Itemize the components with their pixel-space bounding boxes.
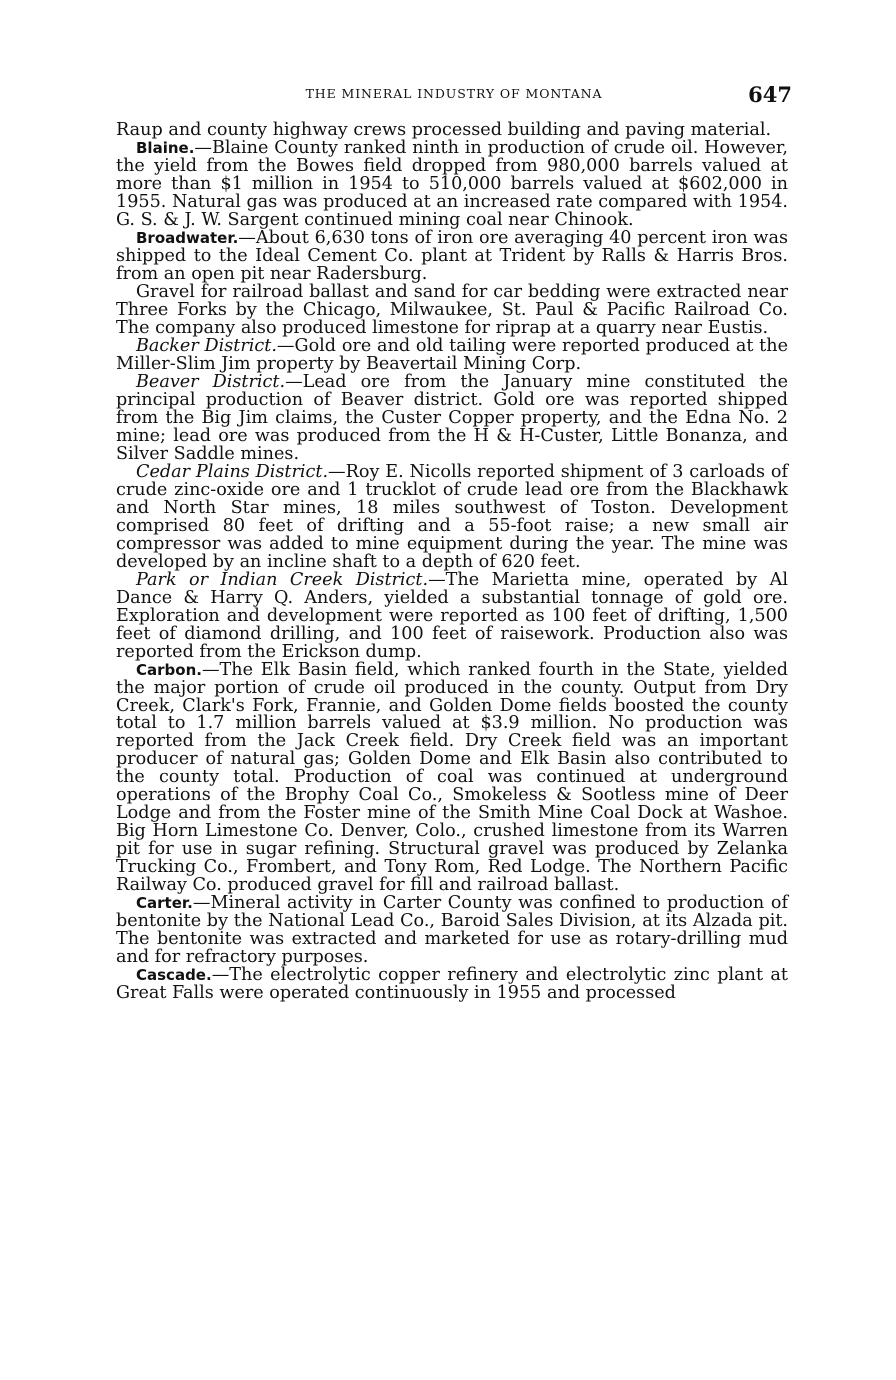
- county-heading: Broadwater.: [136, 228, 239, 247]
- paragraph-text: —Gold ore and old tailing were reported produced at the Miller-Slim Jim property by Beavertail Mining Corp.: [116, 335, 788, 374]
- paragraph: [116, 373, 788, 463]
- paragraph: [116, 337, 788, 373]
- paragraph-text: —Roy E. Nicolls reported shipment of 3 carloads of crude zinc-oxide ore and 1 trucklot of crude lead ore from the Blackhawk and North Star mines, 18 miles southwest of Toston. Development comprised 80 feet of drifting and a 55-foot raise; a new small air compressor was added to mine equipment during the year. The mine was developed by an incline shaft to a depth of 620 feet.: [116, 461, 788, 572]
- paragraph-text: —The Marietta mine, operated by Al Dance & Harry Q. Anders, yielded a substantial tonnage of gold ore. Exploration and development were reported as 100 feet of drifting, 1,500 feet of diamond drilling, and 100 feet of raisework. Production also was reported from the Erickson dump.: [116, 569, 788, 662]
- paragraph: [116, 283, 788, 337]
- paragraph: [116, 661, 788, 895]
- paragraph-text: —Mineral activity in Carter County was confined to production of bentonite by the National Lead Co., Baroid Sales Division, at its Alzada pit. The bentonite was extracted and marketed for use as rotary-drilling mud and for refractory purposes.: [116, 893, 788, 968]
- district-subheading: Park or Indian Creek District.: [136, 569, 429, 590]
- paragraph: [116, 571, 788, 661]
- paragraph: [116, 894, 788, 966]
- paragraph-text: —About 6,630 tons of iron ore averaging 40 percent iron was shipped to the Ideal Cement Co. plant at Trident by Ralls & Harris Bros. from an open pit near Radersburg.: [116, 227, 788, 284]
- county-heading: Carter.: [136, 894, 193, 913]
- paragraph-text: —Blaine County ranked ninth in production of crude oil. However, the yield from the Bowes field dropped from 980,000 barrels valued at more than $1 million in 1954 to 510,000 barrels valued at $602,000 in 1955. Natural gas was produced at an increased rate compared with 1954. G. S. & J. W. Sargent continued mining coal near Chinook.: [116, 137, 788, 230]
- body-text: [116, 121, 788, 1002]
- district-subheading: Backer District.: [136, 335, 277, 356]
- paragraph-text: —Lead ore from the January mine constituted the principal production of Beaver district. Gold ore was reported shipped from the Big Jim claims, the Custer Copper property, and the Edna No. 2 mine; lead ore was produced from the H & H-Custer, Little Bonanza, and Silver Saddle mines.: [116, 371, 788, 464]
- paragraph-text: —The electrolytic copper refinery and electrolytic zinc plant at Great Falls were operated continuously in 1955 and processed: [116, 965, 788, 1004]
- paragraph: [116, 121, 788, 139]
- district-subheading: Beaver District.: [136, 371, 286, 392]
- page-header: [116, 82, 792, 108]
- county-heading: Cascade.: [136, 966, 212, 985]
- county-heading: Blaine.: [136, 138, 195, 157]
- paragraph: [116, 139, 788, 229]
- paragraph: [116, 966, 788, 1002]
- paragraph: [116, 229, 788, 283]
- paragraph-text: —The Elk Basin field, which ranked fourth in the State, yielded the major portion of crude oil produced in the county. Output from Dry Creek, Clark's Fork, Frannie, and Golden Dome fields boosted the county total to 1.7 million barrels valued at $3.9 million. No production was reported from the Jack Creek field. Dry Creek field was an important producer of natural gas; Golden Dome and Elk Basin also contributed to the county total. Production of coal was continued at underground operations of the Brophy Coal Co., Smokeless & Sootless mine of Deer Lodge and from the Foster mine of the Smith Mine Coal Dock at Washoe. Big Horn Limestone Co. Denver, Colo., crushed limestone from its Warren pit for use in sugar refining. Structural gravel was produced by Zelanka Trucking Co., Frombert, and Tony Rom, Red Lodge. The Northern Pacific Railway Co. produced gravel for fill and railroad ballast.: [116, 659, 788, 896]
- paragraph: [116, 463, 788, 571]
- running-head: THE MINERAL INDUSTRY OF MONTANA: [305, 86, 603, 101]
- paragraph-text: Gravel for railroad ballast and sand for car bedding were extracted near Three Forks by the Chicago, Milwaukee, St. Paul & Pacific Railroad Co. The company also produced limestone for riprap at a quarry near Eustis.: [116, 281, 788, 338]
- county-heading: Carbon.: [136, 660, 202, 679]
- district-subheading: Cedar Plains District.: [136, 461, 329, 482]
- page-number: 647: [748, 82, 792, 107]
- paragraph-text: Raup and county highway crews processed building and paving material.: [116, 120, 772, 140]
